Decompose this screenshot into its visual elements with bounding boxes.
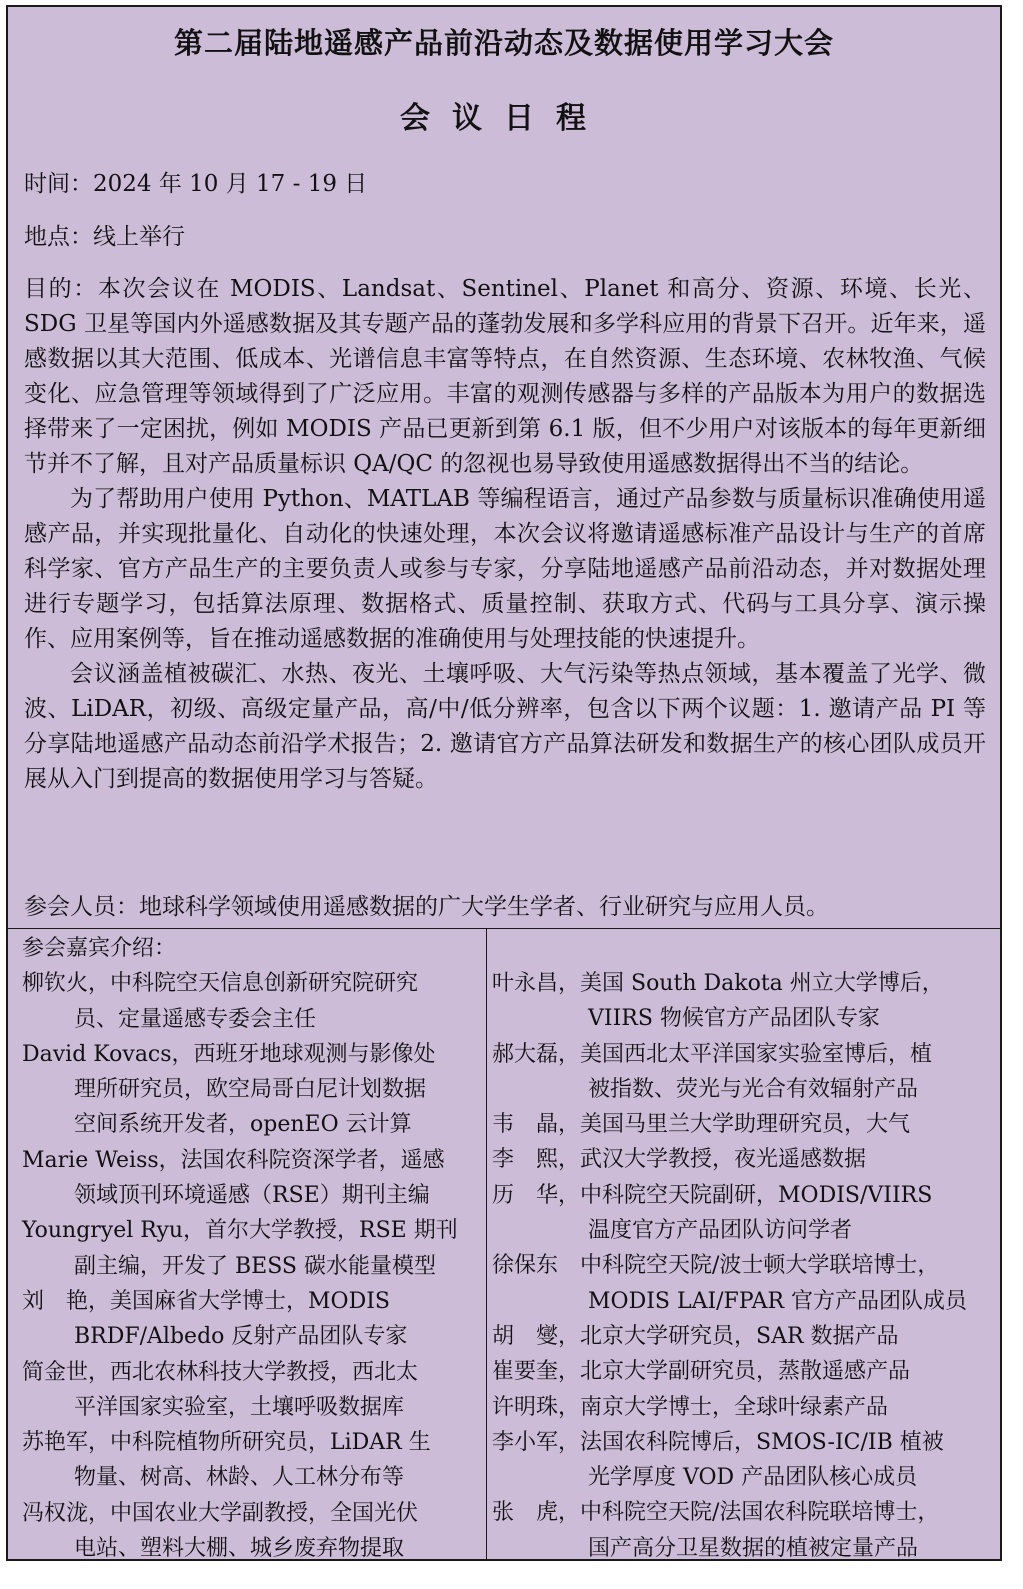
guest-line: 平洋国家实验室，土壤呼吸数据库 xyxy=(74,1394,405,1420)
guest-line: 光学厚度 VOD 产品团队核心成员 xyxy=(588,1465,918,1491)
guest-line: David Kovacs，西班牙地球观测与影像处 xyxy=(22,1041,436,1067)
guest-line: 李 熙，武汉大学教授，夜光遥感数据 xyxy=(492,1147,867,1173)
guest-line: 李小军，法国农科院博后，SMOS-IC/IB 植被 xyxy=(492,1429,944,1455)
guest-entry xyxy=(22,966,480,1037)
meeting-purpose xyxy=(24,272,986,797)
guest-line: 胡 燮，北京大学研究员，SAR 数据产品 xyxy=(492,1323,899,1349)
guest-line: 物量、树高、林龄、人工林分布等 xyxy=(74,1465,405,1491)
purpose-paragraph: 会议涵盖植被碳汇、水热、夜光、土壤呼吸、大气污染等热点领域，基本覆盖了光学、微波、LiDAR，初级、高级定量产品，高/中/低分辨率，包含以下两个议题：1. 邀请产品 PI 等分享陆地遥感产品动态前沿学术报告；2. 邀请官方产品算法研发和数据生产的核心团队成员开展从入门到提高的数据使用学习与答疑。 xyxy=(24,661,986,792)
guest-line: 许明珠，南京大学博士，全球叶绿素产品 xyxy=(492,1394,889,1420)
guest-line: 被指数、荧光与光合有效辐射产品 xyxy=(588,1076,919,1102)
guest-entry xyxy=(492,1107,996,1142)
guest-entry xyxy=(492,1142,996,1177)
guest-entry xyxy=(22,1213,480,1284)
guest-line: 刘 艳，美国麻省大学博士，MODIS xyxy=(22,1288,390,1314)
column-divider xyxy=(486,928,487,1559)
attendees: 参会人员：地球科学领域使用遥感数据的广大学生学者、行业研究与应用人员。 xyxy=(24,894,829,920)
guest-entry xyxy=(22,1355,480,1426)
guest-line: 电站、塑料大棚、城乡废弃物提取 xyxy=(74,1536,405,1562)
guest-line: 空间系统开发者，openEO 云计算 xyxy=(74,1112,412,1138)
guests-heading: 参会嘉宾介绍： xyxy=(22,936,177,961)
guest-line: 领域顶刊环境遥感（RSE）期刊主编 xyxy=(74,1183,430,1209)
guest-entry xyxy=(492,1319,996,1354)
guest-line: Marie Weiss，法国农科院资深学者，遥感 xyxy=(22,1147,445,1173)
guest-line: 柳钦火，中科院空天信息创新研究院研究 xyxy=(22,971,419,997)
guest-line: 崔要奎，北京大学副研究员，蒸散遥感产品 xyxy=(492,1359,911,1385)
guest-line: 历 华，中科院空天院副研，MODIS/VIIRS xyxy=(492,1182,933,1208)
guests-left-column xyxy=(22,931,480,1566)
agenda-page xyxy=(6,5,1002,1561)
guest-entry xyxy=(492,1037,996,1108)
guest-entry xyxy=(492,1178,996,1249)
guest-line: 韦 晶，美国马里兰大学助理研究员，大气 xyxy=(492,1112,911,1138)
guests-right-column xyxy=(492,966,996,1566)
guest-line: MODIS LAI/FPAR 官方产品团队成员 xyxy=(588,1288,968,1314)
guest-line: Youngryel Ryu，首尔大学教授，RSE 期刊 xyxy=(22,1218,458,1244)
guest-line: 温度官方产品团队访问学者 xyxy=(588,1218,853,1244)
purpose-paragraph: 为了帮助用户使用 Python、MATLAB 等编程语言，通过产品参数与质量标识准确使用遥感产品，并实现批量化、自动化的快速处理，本次会议将邀请遥感标准产品设计与生产的首席科学家、官方产品生产的主要负责人或参与专家，分享陆地遥感产品前沿动态，并对数据处理进行专题学习，包括算法原理、数据格式、质量控制、获取方式、代码与工具分享、演示操作、应用案例等，旨在推动遥感数据的准确使用与处理技能的快速提升。 xyxy=(24,486,986,652)
guest-entry xyxy=(22,1037,480,1143)
guest-entry xyxy=(492,1495,996,1566)
guest-line: 叶永昌，美国 South Dakota 州立大学博后， xyxy=(492,971,944,996)
guest-entry xyxy=(492,1425,996,1496)
guest-line: 张 虎，中科院空天院/法国农科院联培博士， xyxy=(492,1500,940,1526)
guest-entry xyxy=(492,1354,996,1389)
guest-line: 副主编，开发了 BESS 碳水能量模型 xyxy=(74,1253,436,1279)
guest-line: VIIRS 物候官方产品团队专家 xyxy=(588,1006,880,1032)
conference-title: 第二届陆地遥感产品前沿动态及数据使用学习大会 xyxy=(173,26,834,60)
guest-line: 员、定量遥感专委会主任 xyxy=(74,1006,317,1032)
guest-line: 徐保东 中科院空天院/波士顿大学联培博士， xyxy=(492,1253,940,1279)
guest-line: 冯权泷，中国农业大学副教授，全国光伏 xyxy=(22,1500,419,1526)
guest-entry xyxy=(492,966,996,1037)
guest-entry xyxy=(22,1284,480,1355)
guest-line: 理所研究员，欧空局哥白尼计划数据 xyxy=(74,1077,427,1103)
section-divider xyxy=(8,928,1000,929)
guest-line: BRDF/Albedo 反射产品团队专家 xyxy=(74,1324,408,1350)
agenda-subtitle: 会议日程 xyxy=(400,101,608,136)
guest-line: 国产高分卫星数据的植被定量产品 xyxy=(588,1535,919,1561)
meeting-time: 时间：2024 年 10 月 17 - 19 日 xyxy=(24,171,368,197)
meeting-place: 地点：线上举行 xyxy=(24,224,185,250)
guest-entry xyxy=(22,1425,480,1496)
guest-line: 简金世，西北农林科技大学教授，西北太 xyxy=(22,1359,419,1385)
guest-entry xyxy=(22,1143,480,1214)
guest-line: 苏艳军，中科院植物所研究员，LiDAR 生 xyxy=(22,1430,431,1456)
guest-entry xyxy=(492,1390,996,1425)
guest-entry xyxy=(492,1248,996,1319)
purpose-paragraph: 目的：本次会议在 MODIS、Landsat、Sentinel、Planet 和高分、资源、环境、长光、SDG 卫星等国内外遥感数据及其专题产品的蓬勃发展和多学科应用的背景下召开。近年来，遥感数据以其大范围、低成本、光谱信息丰富等特点，在自然资源、生态环境、农林牧渔、气候变化、应急管理等领域得到了广泛应用。丰富的观测传感器与多样的产品版本为用户的数据选择带来了一定困扰，例如 MODIS 产品已更新到第 6.1 版，但不少用户对该版本的每年更新细节并不了解，且对产品质量标识 QA/QC 的忽视也易导致使用遥感数据得出不当的结论。 xyxy=(24,276,986,477)
guest-entry xyxy=(22,1496,480,1567)
guest-line: 郝大磊，美国西北太平洋国家实验室博后，植 xyxy=(492,1041,933,1067)
